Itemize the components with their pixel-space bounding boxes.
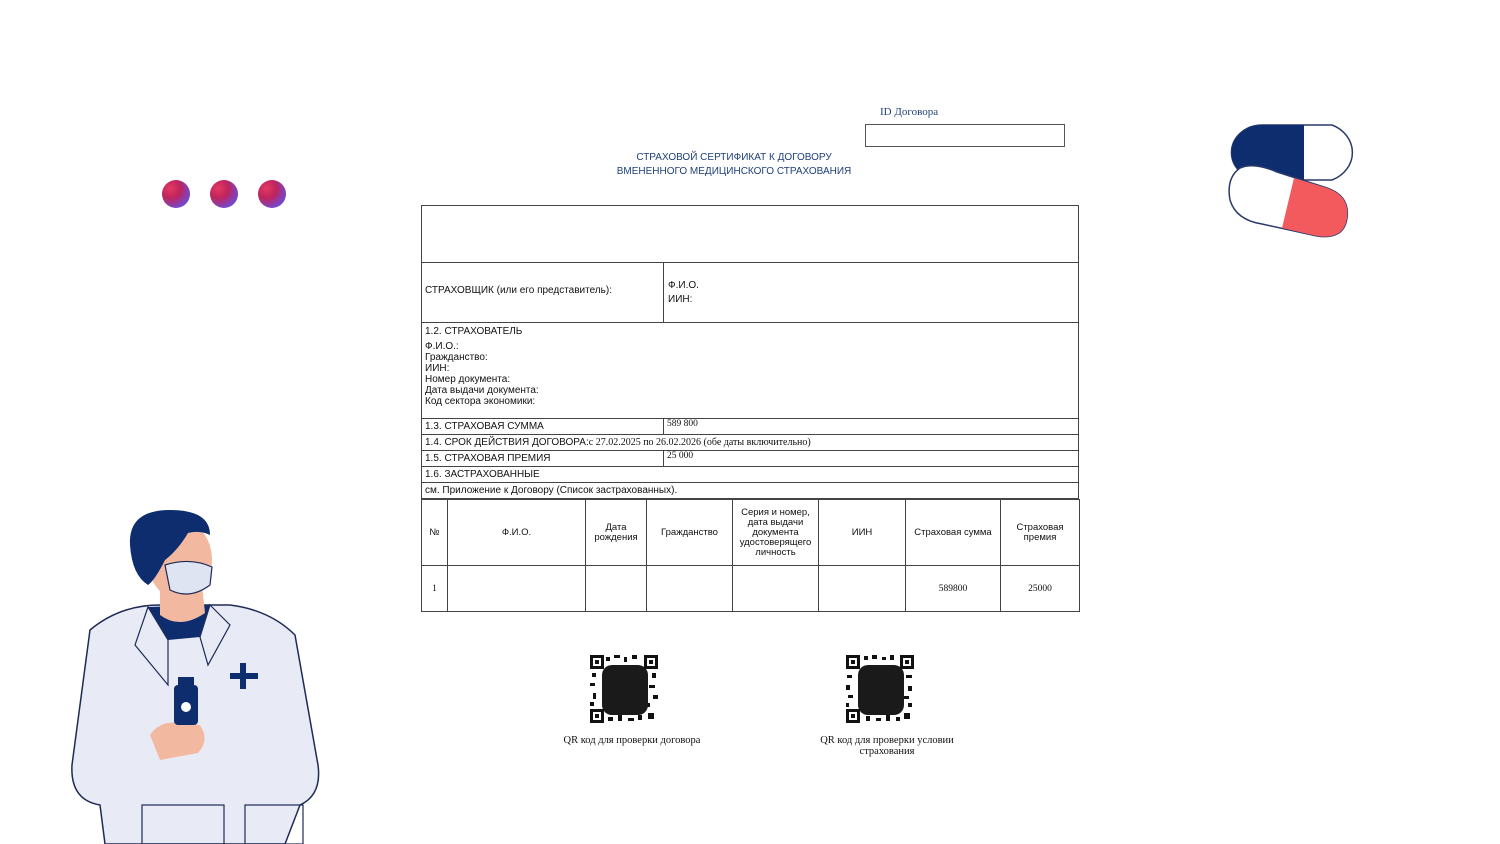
policyholder-field: Гражданство: [425, 352, 488, 363]
column-header: Гражданство [647, 500, 733, 566]
sum-value: 589 800 [667, 419, 698, 429]
contract-qr-caption: QR код для проверки договора [563, 735, 701, 746]
policyholder-section [421, 323, 1079, 419]
dot-2 [210, 180, 238, 208]
table-row [422, 566, 1080, 612]
cell-document [733, 566, 819, 612]
insurer-details [664, 263, 703, 322]
conditions-qr-code [846, 655, 914, 723]
term-label: 1.4. СРОК ДЕЙСТВИЯ ДОГОВОРА: [425, 437, 589, 448]
decorative-dots [162, 180, 286, 208]
policyholder-field: ИИН: [425, 363, 450, 374]
policyholder-field: Номер документа: [425, 374, 511, 385]
insurer-iin-label: ИИН: [668, 294, 693, 305]
premium-value: 25 000 [667, 451, 694, 461]
cell-iin [819, 566, 906, 612]
cell-sum: 589800 [906, 566, 1001, 612]
contract-id-label: ID Договора [880, 106, 939, 118]
insured-note-row [421, 483, 1079, 499]
column-header: № [422, 500, 448, 566]
title-line-1: СТРАХОВОЙ СЕРТИФИКАТ К ДОГОВОРУ [636, 152, 832, 163]
contract-qr-code [590, 655, 658, 723]
certificate-form [421, 205, 1079, 612]
cell-num: 1 [422, 566, 448, 612]
blank-header-cell [421, 205, 1079, 263]
pills-illustration [1222, 120, 1372, 242]
insured-table [421, 499, 1080, 612]
policyholder-field: Дата выдачи документа: [425, 385, 539, 396]
policyholder-title: 1.2. СТРАХОВАТЕЛЬ [425, 326, 523, 337]
cell-fio [448, 566, 586, 612]
insured-label: 1.6. ЗАСТРАХОВАННЫЕ [425, 469, 540, 480]
insured-note: см. Приложение к Договору (Список застрахованных). [425, 485, 678, 496]
premium-label: 1.5. СТРАХОВАЯ ПРЕМИЯ [422, 451, 664, 466]
sum-label: 1.3. СТРАХОВАЯ СУММА [422, 419, 664, 434]
premium-row [421, 451, 1079, 467]
cell-dob [586, 566, 647, 612]
insurer-fio-label: Ф.И.О. [668, 280, 699, 291]
term-row [421, 435, 1079, 451]
insured-label-row [421, 467, 1079, 483]
column-header: Ф.И.О. [448, 500, 586, 566]
column-header: Страховая сумма [906, 500, 1001, 566]
dot-1 [162, 180, 190, 208]
column-header: Серия и номер, дата выдачи документа удостоверящего личность [733, 500, 819, 566]
column-header: Страховая премия [1001, 500, 1080, 566]
sum-row [421, 419, 1079, 435]
cell-premium: 25000 [1001, 566, 1080, 612]
insurer-row [421, 263, 1079, 323]
term-value: с 27.02.2025 по 26.02.2026 (обе даты включительно) [588, 437, 811, 448]
policyholder-field: Ф.И.О.: [425, 341, 459, 352]
column-header: ИИН [819, 500, 906, 566]
conditions-qr-caption: QR код для проверки условии страхования [820, 735, 954, 757]
policyholder-field: Код сектора экономики: [425, 396, 536, 407]
doctor-illustration [60, 505, 330, 844]
insurer-label: СТРАХОВЩИК (или его представитель): [422, 263, 664, 322]
title-line-2: ВМЕНЕННОГО МЕДИЦИНСКОГО СТРАХОВАНИЯ [616, 166, 852, 177]
contract-id-field[interactable] [865, 124, 1065, 147]
cell-citizenship [647, 566, 733, 612]
table-header-row [422, 500, 1080, 566]
column-header: Дата рождения [586, 500, 647, 566]
document-title [584, 151, 884, 179]
dot-3 [258, 180, 286, 208]
